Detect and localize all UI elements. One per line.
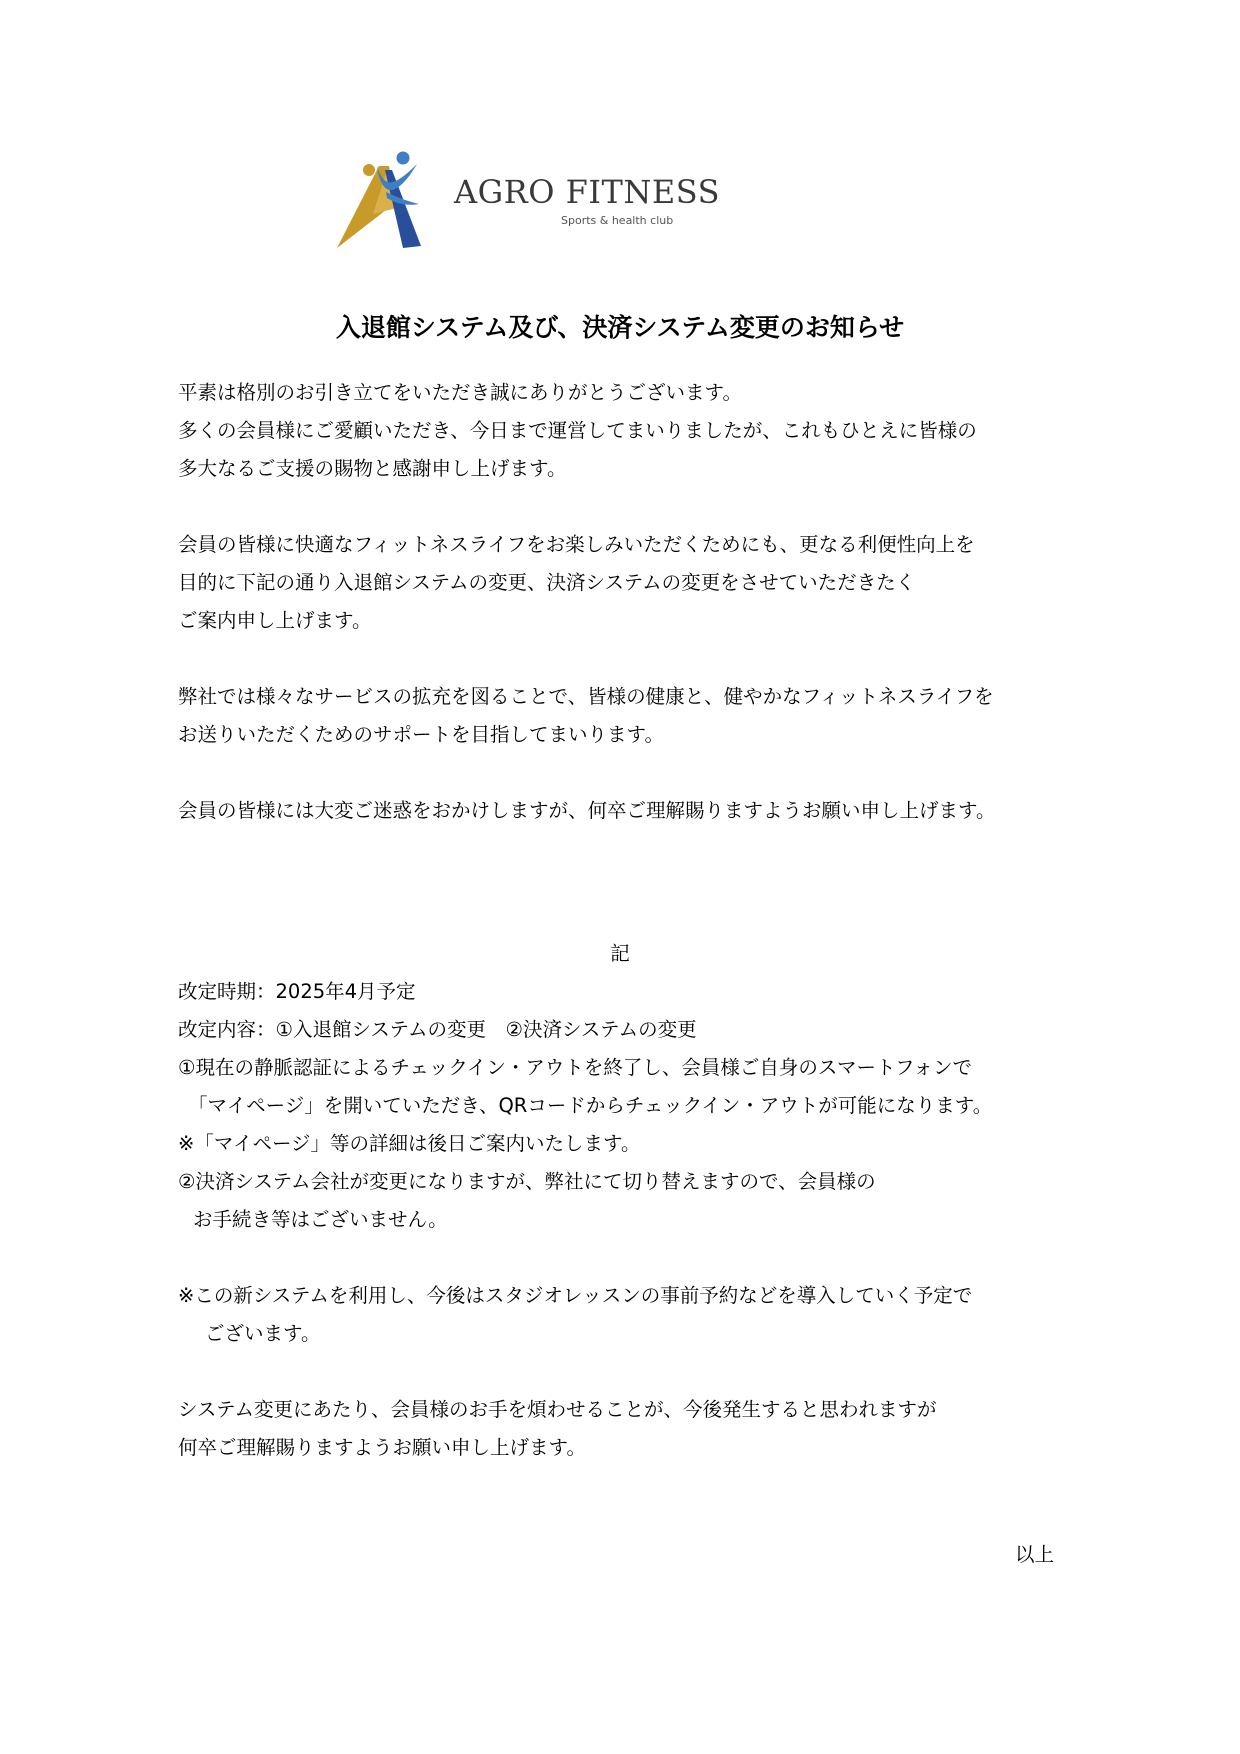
company-logo [337, 148, 727, 250]
revision-content: 改定内容：①入退館システムの変更 ②決済システムの変更 [178, 1018, 697, 1041]
greeting-line: 多くの会員様にご愛顧いただき、今日まで運営してまいりましたが、これもひとえに皆様の [178, 419, 977, 442]
purpose-line: 目的に下記の通り入退館システムの変更、決済システムの変更をさせていただきたく [178, 571, 916, 594]
logo-tagline: Sports & health club [561, 214, 674, 227]
closing-line: 何卒ご理解賜りますようお願い申し上げます。 [178, 1436, 586, 1459]
detail-line: 「マイページ」を開いていただき、QRコードからチェックイン・アウトが可能になります。 [188, 1094, 993, 1117]
apology-line: 会員の皆様には大変ご迷惑をおかけしますが、何卒ご理解賜りますようお願い申し上げます。 [178, 799, 996, 822]
revision-date: 改定時期：2025年4月予定 [178, 980, 416, 1003]
end-mark: 以上 [1014, 1543, 1054, 1566]
mission-line: お送りいただくためのサポートを目指してまいります。 [178, 723, 664, 746]
details-heading: 記 [610, 942, 630, 965]
notice-title: 入退館システム及び、決済システム変更のお知らせ [335, 313, 905, 342]
mission-line: 弊社では様々なサービスの拡充を図ることで、皆様の健康と、健やかなフィットネスライフを [178, 685, 994, 708]
runner-emblem-icon [337, 148, 433, 248]
purpose-line: ご案内申し上げます。 [178, 609, 372, 632]
detail-line: ②決済システム会社が変更になりますが、弊社にて切り替えますので、会員様の [178, 1170, 876, 1193]
note-line: ※この新システムを利用し、今後はスタジオレッスンの事前予約などを導入していく予定で [178, 1284, 973, 1307]
logo-wordmark: AGRO FITNESS [454, 173, 720, 211]
greeting-line: 平素は格別のお引き立てをいただき誠にありがとうございます。 [178, 381, 742, 404]
purpose-line: 会員の皆様に快適なフィットネスライフをお楽しみいただくためにも、更なる利便性向上を [178, 533, 975, 556]
greeting-line: 多大なるご支援の賜物と感謝申し上げます。 [178, 457, 567, 480]
closing-line: システム変更にあたり、会員様のお手を煩わせることが、今後発生すると思われますが [178, 1398, 937, 1421]
detail-line: ①現在の静脈認証によるチェックイン・アウトを終了し、会員様ご自身のスマートフォンで [178, 1056, 972, 1079]
detail-line: お手続き等はございません。 [193, 1208, 448, 1231]
detail-line: ※「マイページ」等の詳細は後日ご案内いたします。 [178, 1132, 641, 1155]
note-line: ございます。 [205, 1322, 321, 1345]
